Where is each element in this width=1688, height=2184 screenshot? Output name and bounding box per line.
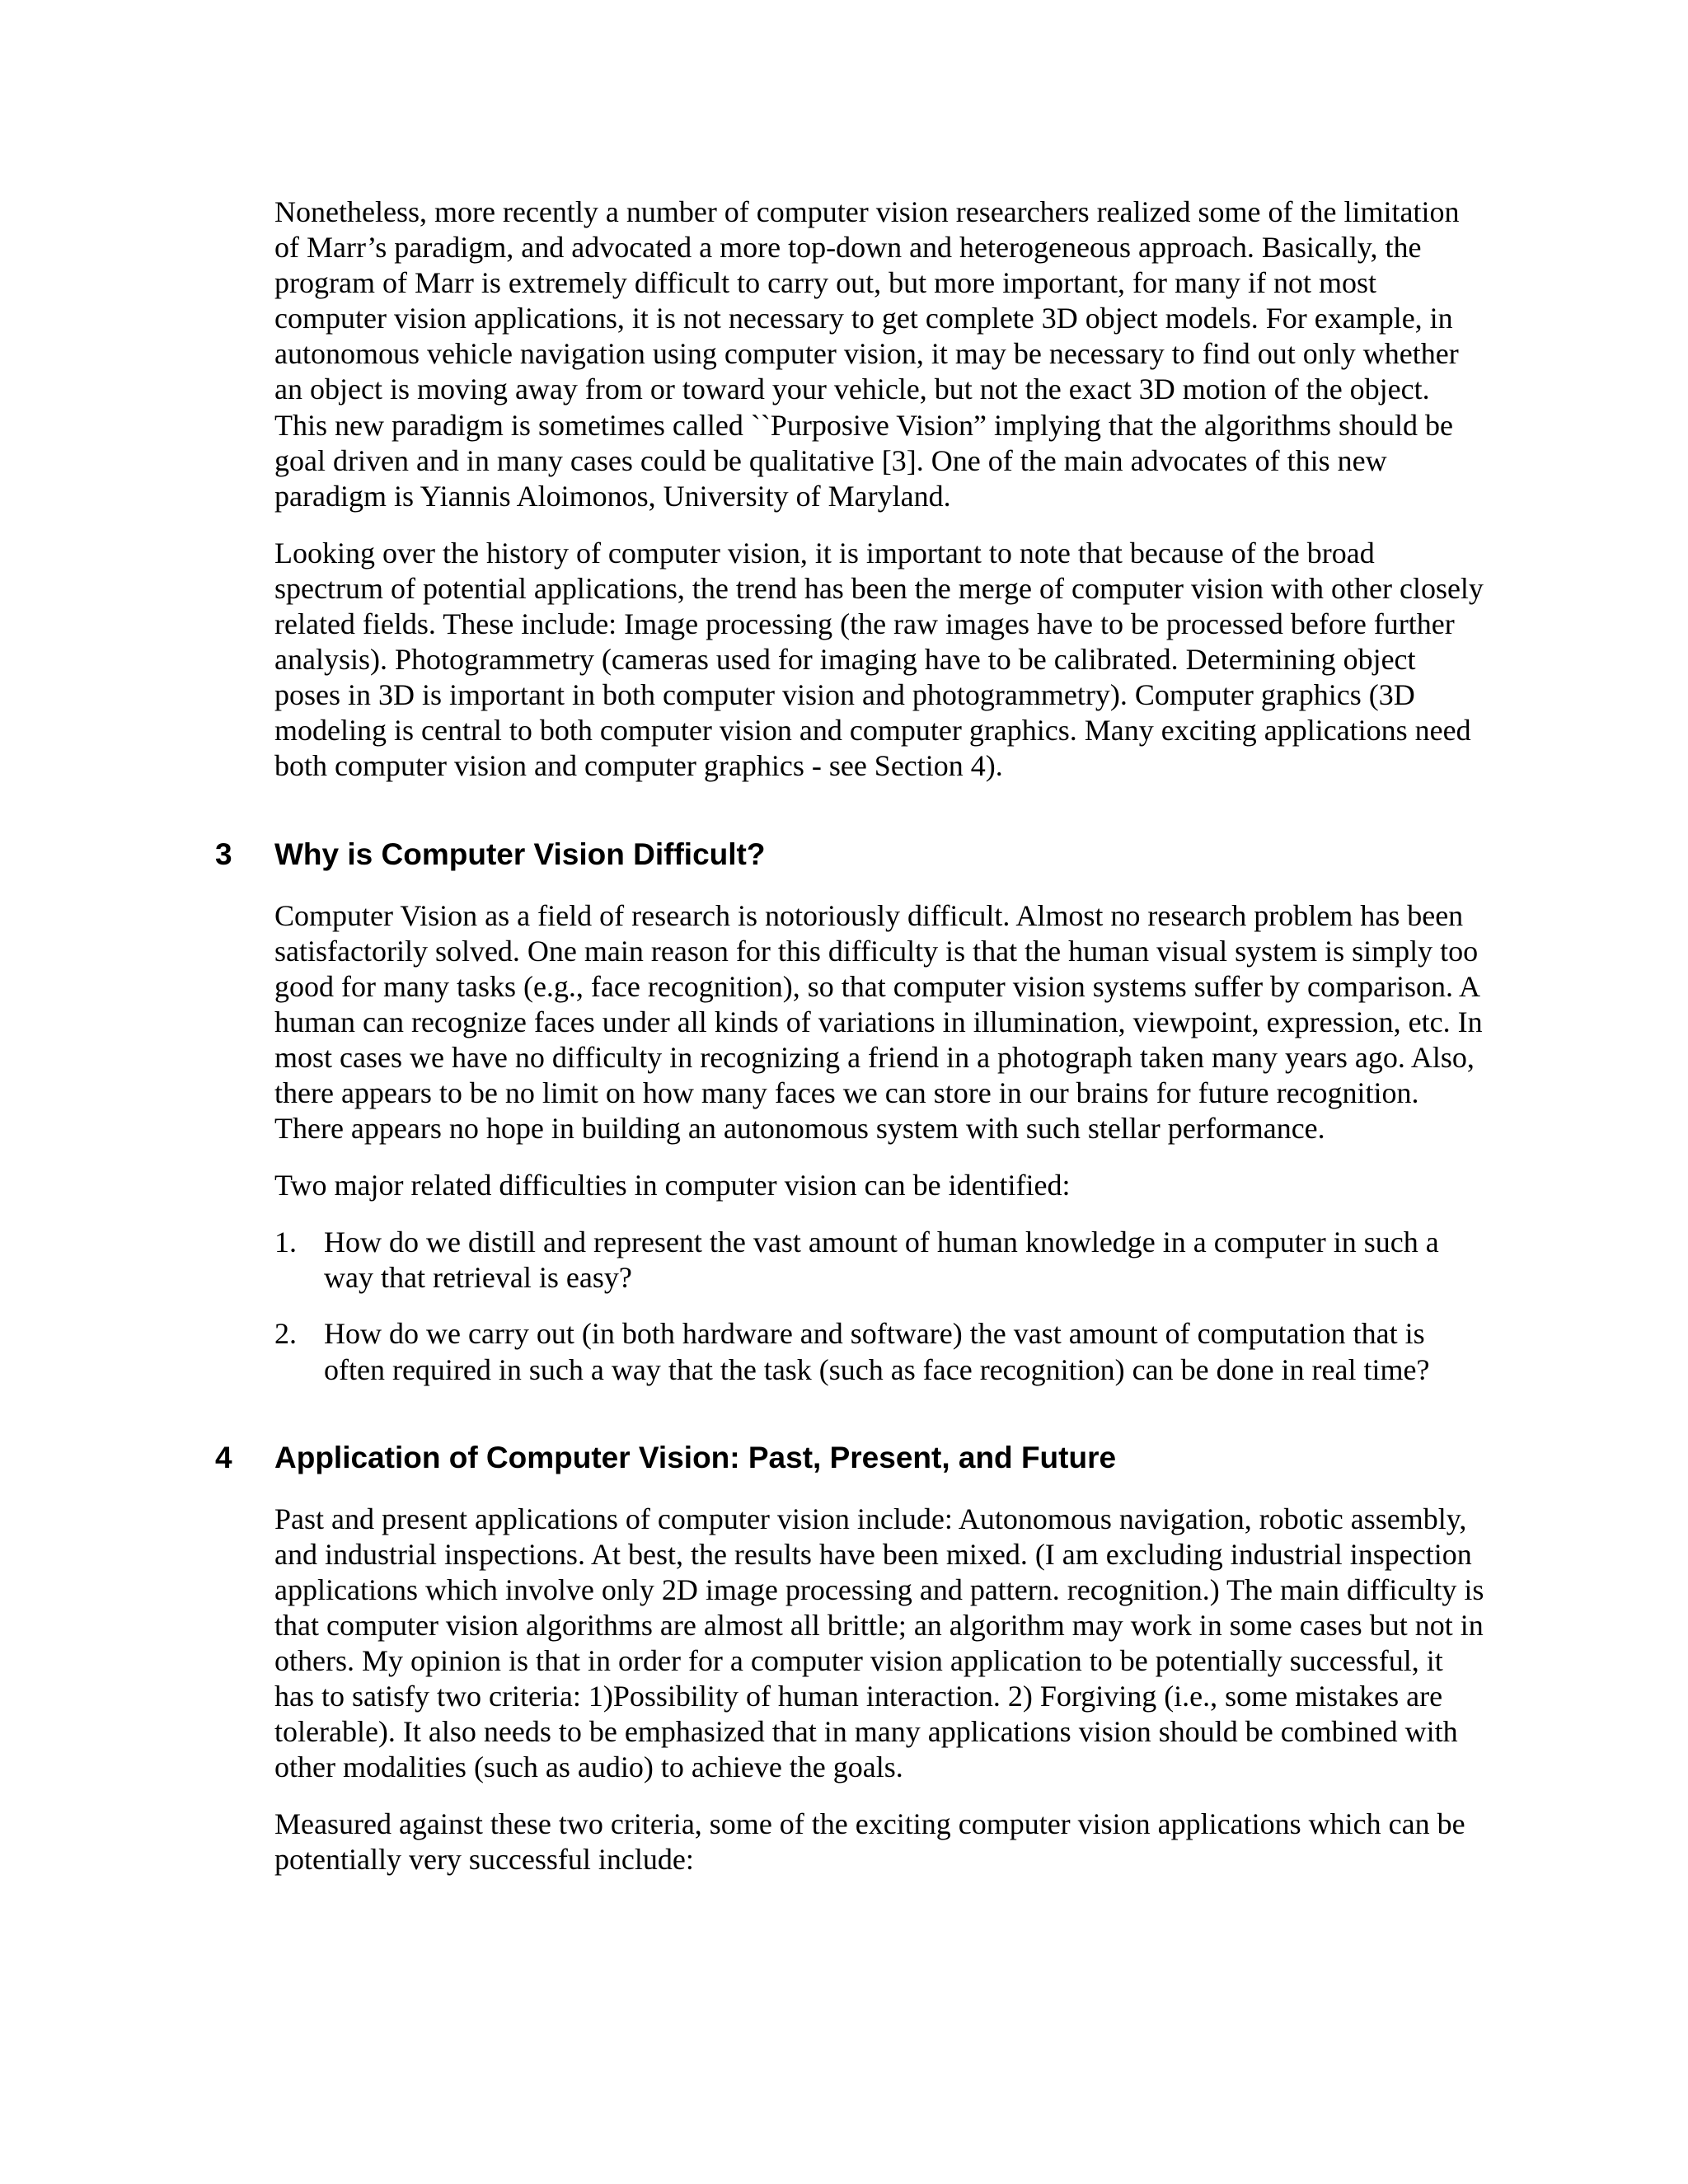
- paragraph-history: Looking over the history of computer vision, it is important to note that because of the broad spectrum of potential applications, the trend has been the merge of computer vision with other closely related fields. These include: Image processing (the raw images have to be processed before further analysis). Photogrammetry (cameras used for imaging have to be calibrated. Determining object poses in 3D is important in both computer vision and photogrammetry). Computer graphics (3D modeling is central to both computer vision and computer graphics. Many exciting applications need both computer vision and computer graphics - see Section 4).: [274, 536, 1484, 783]
- paragraph-applications: Past and present applications of computer vision include: Autonomous navigation, robotic assembly, and industrial inspections. At best, the results have been mixed. (I am excluding industrial inspection applications which involve only 2D image processing and pattern. recognition.) The main difficulty is that computer vision algorithms are almost all brittle; an algorithm may work in some cases but not in others. My opinion is that in order for a computer vision application to be potentially successful, it has to satisfy two criteria: 1)Possibility of human interaction. 2) Forgiving (i.e., some mistakes are tolerable). It also needs to be emphasized that in many applications vision should be combined with other modalities (such as audio) to achieve the goals.: [274, 1502, 1484, 1784]
- section-heading-3: [215, 836, 1488, 874]
- list-marker: 2.: [274, 1317, 297, 1351]
- paragraph-criteria: Measured against these two criteria, some of the exciting computer vision applications which can be potentially very successful include:: [274, 1807, 1465, 1877]
- text-column: [215, 194, 1488, 1878]
- section-heading-4: [215, 1439, 1488, 1477]
- list-item: [274, 1316, 1488, 1387]
- section-title: Application of Computer Vision: Past, Present, and Future: [274, 1440, 1117, 1474]
- list-item: [274, 1225, 1488, 1296]
- list-item-text: How do we carry out (in both hardware and software) the vast amount of computation that is often required in such a way that the task (such as face recognition) can be done in real time?: [324, 1317, 1430, 1386]
- paragraph-list-intro: Two major related difficulties in computer vision can be identified:: [274, 1169, 1071, 1202]
- paragraph-purposive-vision: Nonetheless, more recently a number of computer vision researchers realized some of the limitation of Marr’s paradigm, and advocated a more top-down and heterogeneous approach. Basically, the program of Marr is extremely difficult to carry out, but more important, for many if not most computer vision applications, it is not necessary to get complete 3D object models. For example, in autonomous vehicle navigation using computer vision, it may be necessary to find out only whether an object is moving away from or toward your vehicle, but not the exact 3D motion of the object. This new paradigm is sometimes called ``Purposive Vision” implying that the algorithms should be goal driven and in many cases could be qualitative [3]. One of the main advocates of this new paradigm is Yiannis Aloimonos, University of Maryland.: [274, 195, 1460, 513]
- section-title: Why is Computer Vision Difficult?: [274, 837, 766, 871]
- paragraph-difficulty: Computer Vision as a field of research is notoriously difficult. Almost no research problem has been satisfactorily solved. One main reason for this difficulty is that the human visual system is simply too good for many tasks (e.g., face recognition), so that computer vision systems suffer by comparison. A human can recognize faces under all kinds of variations in illumination, viewpoint, expression, etc. In most cases we have no difficulty in recognizing a friend in a photograph taken many years ago. Also, there appears to be no limit on how many faces we can store in our brains for future recognition. There appears no hope in building an autonomous system with such stellar performance.: [274, 898, 1483, 1146]
- list-item-text: How do we distill and represent the vast amount of human knowledge in a computer in such a way that retrieval is easy?: [324, 1226, 1439, 1295]
- section-number: 4: [215, 1440, 232, 1474]
- section-number: 3: [215, 837, 232, 871]
- list-marker: 1.: [274, 1226, 297, 1259]
